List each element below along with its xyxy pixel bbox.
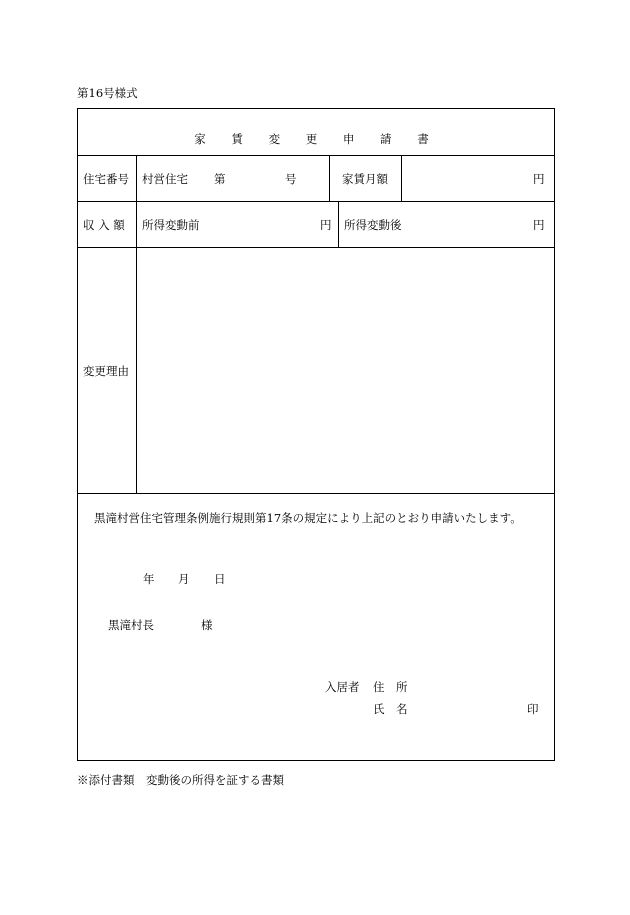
income-after-label: 所得変動後 — [344, 218, 402, 232]
address-label: 住 所 — [373, 680, 408, 694]
cell-divider — [338, 201, 339, 247]
seal-mark: 印 — [527, 702, 539, 716]
resident-label: 入居者 — [325, 680, 360, 694]
date-year-label: 年 — [143, 572, 155, 586]
date-day-label: 日 — [214, 572, 226, 586]
form-title: 家 賃 変 更 申 請 書 — [194, 132, 440, 146]
village-housing-label: 村営住宅 — [142, 172, 188, 186]
label-column-divider — [136, 155, 137, 493]
income-label: 収 入 額 — [83, 218, 125, 232]
addressee-name: 黒滝村長 — [108, 618, 154, 632]
date-month-label: 月 — [178, 572, 190, 586]
rent-yen-unit: 円 — [533, 172, 545, 186]
cell-divider — [329, 155, 330, 201]
application-form — [77, 108, 555, 761]
change-reason-area[interactable] — [138, 249, 552, 491]
housing-number-label: 住宅番号 — [83, 172, 129, 186]
declaration-text: 黒滝村営住宅管理条例施行規則第17条の規定により上記のとおり申請いたします。 — [94, 511, 522, 525]
income-after-yen-unit: 円 — [533, 218, 545, 232]
row-divider — [78, 201, 554, 202]
change-reason-label: 変更理由 — [83, 364, 129, 378]
number-prefix-label: 第 — [214, 172, 226, 186]
monthly-rent-label: 家賃月額 — [342, 172, 388, 186]
income-before-yen-unit: 円 — [320, 218, 332, 232]
addressee-honorific: 様 — [201, 618, 213, 632]
form-number: 第16号様式 — [77, 86, 138, 100]
cell-divider — [401, 155, 402, 201]
income-before-label: 所得変動前 — [142, 218, 200, 232]
row-divider — [78, 155, 554, 156]
number-suffix-label: 号 — [285, 172, 297, 186]
attachment-note: ※添付書類 変動後の所得を証する書類 — [77, 773, 284, 787]
row-divider — [78, 247, 554, 248]
name-label: 氏 名 — [373, 702, 408, 716]
row-divider — [78, 493, 554, 494]
